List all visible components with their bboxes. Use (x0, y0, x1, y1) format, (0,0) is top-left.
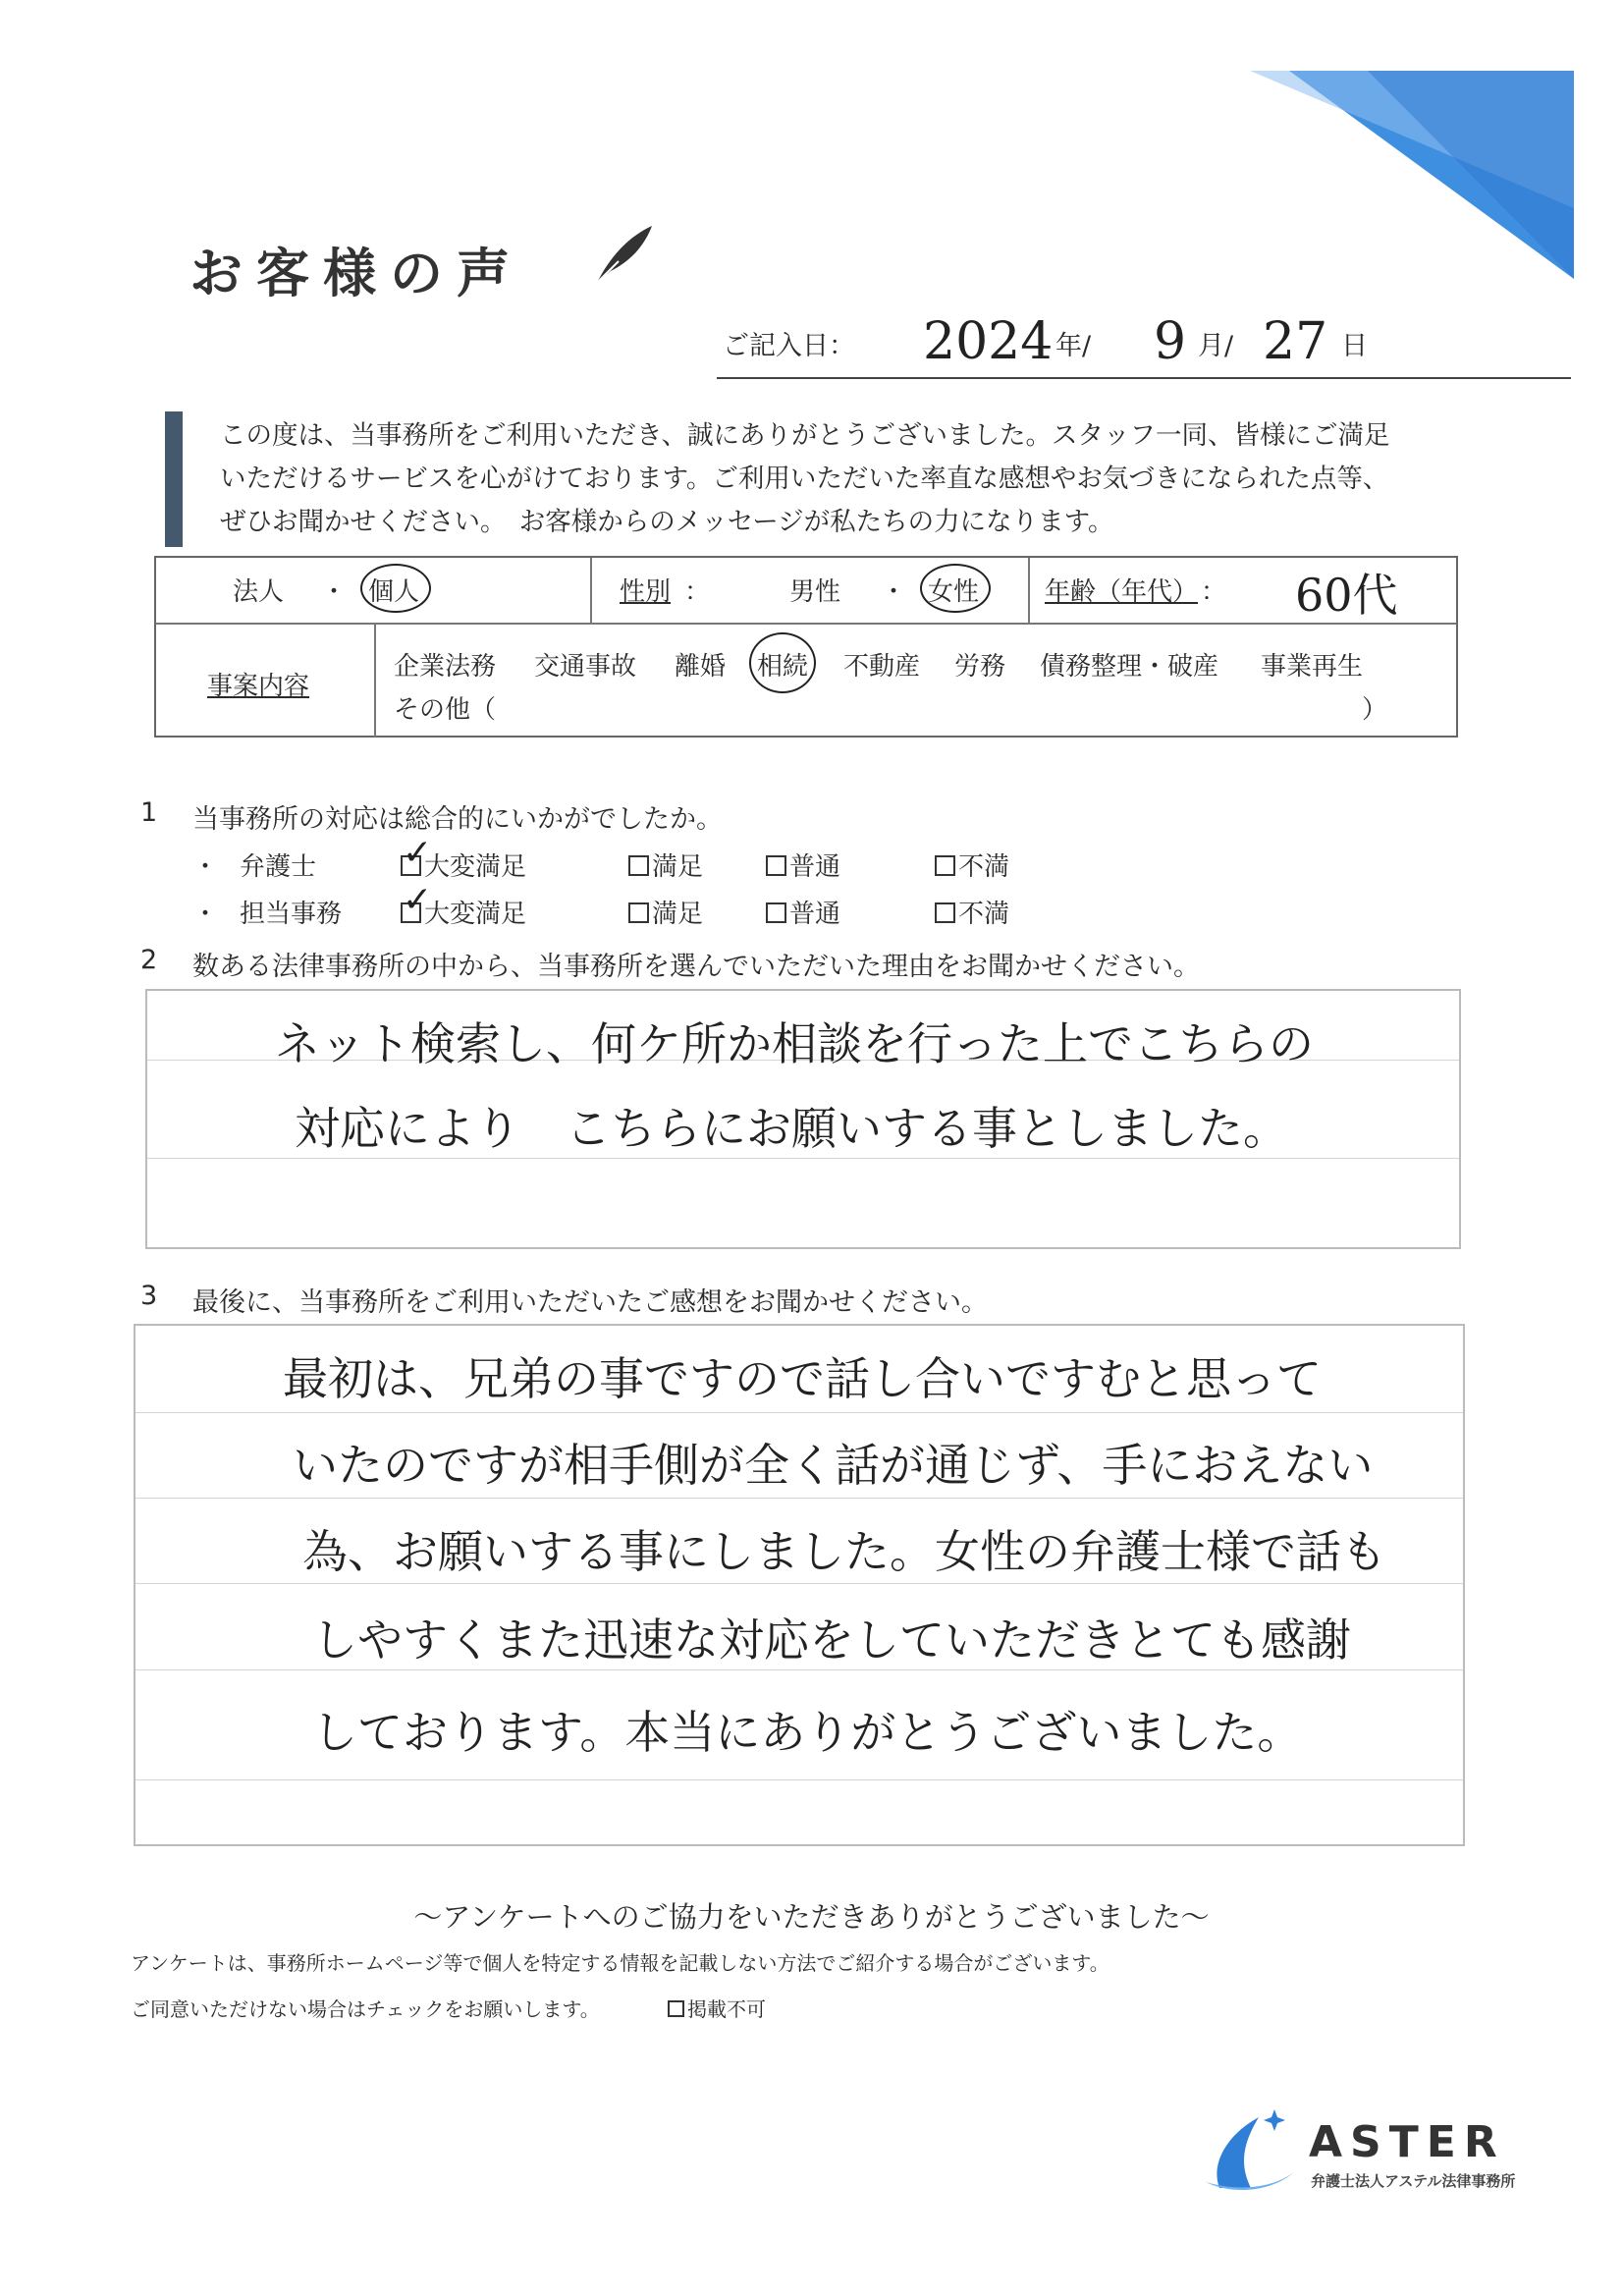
q2-answer-box[interactable] (145, 989, 1461, 1249)
other-option[interactable]: その他（ (394, 695, 497, 725)
intro-line: この度は、当事務所をご利用いただき、誠にありがとうございました。スタッフ一同、皆様にご満足 (220, 420, 1390, 451)
option-satisfied[interactable]: 満足 (628, 894, 703, 930)
individual-option[interactable]: 個人 (368, 577, 420, 607)
case-option[interactable]: 相続 (757, 652, 809, 682)
date-day: 27 (1263, 312, 1328, 371)
q3-answer-line: いたのですが相手側が全く話が通じず、手におえない (293, 1439, 1374, 1492)
q2-answer-line: 対応により こちらにお願いする事としました。 (295, 1102, 1288, 1155)
bullet: ・ (192, 852, 219, 882)
separator-dot: ・ (321, 577, 348, 607)
corner-decoration (1250, 71, 1574, 279)
option-satisfied[interactable]: 満足 (628, 847, 703, 883)
intro-line: いただけるサービスを心がけております。ご利用いただいた率直な感想やお気づきになられた点等、 (220, 464, 1389, 494)
q3-answer-line: しております。本当にありがとうございました。 (312, 1706, 1303, 1759)
q2-text: 数ある法律事務所の中から、当事務所を選んでいただいた理由をお聞かせください。 (192, 952, 1200, 982)
q3-number: 3 (140, 1281, 158, 1311)
q1-number: 1 (140, 797, 158, 828)
female-option[interactable]: 女性 (928, 577, 980, 607)
q3-answer-box[interactable] (134, 1324, 1465, 1846)
case-option[interactable]: 労務 (954, 652, 1006, 682)
case-option[interactable]: 債務整理・破産 (1040, 652, 1219, 682)
q2-answer-line: ネット検索し、何ケ所か相談を行った上でこちらの (275, 1017, 1314, 1070)
entry-date (717, 312, 1571, 379)
option-very-satisfied[interactable]: 大変満足 (401, 894, 526, 930)
q1-row-label: 弁護士 (240, 852, 317, 882)
feather-icon (589, 220, 658, 289)
date-label: ご記入日： (723, 331, 855, 361)
date-month: 9 (1154, 312, 1187, 371)
intro-line: ぜひお聞かせください。 お客様からのメッセージが私たちの力になります。 (220, 507, 1114, 537)
age-label: 年齢（年代） (1045, 577, 1199, 607)
q1-row-staff (192, 880, 1174, 929)
gender-colon: ： (684, 577, 711, 607)
q3-answer-line: 最初は、兄弟の事ですので話し合いですむと思って (283, 1352, 1322, 1405)
q3-answer-line: しやすくまた迅速な対応をしていただきとても感謝 (312, 1613, 1351, 1667)
publication-note: アンケートは、事務所ホームページ等で個人を特定する情報を記載しない方法でご紹介する場合がございます。 (131, 1951, 1109, 1975)
case-label: 事案内容 (207, 672, 310, 701)
intro-accent-bar (165, 411, 183, 547)
case-option[interactable]: 交通事故 (534, 652, 637, 682)
q1-row-label: 担当事務 (240, 900, 343, 929)
logo-subtitle: 弁護士法人アステル法律事務所 (1311, 2172, 1516, 2190)
check-mark: ✓ (403, 833, 433, 873)
consent-note: ご同意いただけない場合はチェックをお願いします。 (131, 1997, 600, 2021)
aster-logo-icon (1200, 2104, 1298, 2198)
option-normal[interactable]: 普通 (766, 847, 840, 883)
q2-number: 2 (140, 945, 158, 975)
no-publish-checkbox[interactable]: 掲載不可 (668, 1994, 766, 2022)
table-divider (156, 623, 1456, 625)
q1-row-lawyer (192, 833, 1174, 882)
age-colon: ： (1201, 577, 1227, 607)
q3-answer-line: 為、お願いする事にしました。女性の弁護士様で話も (302, 1525, 1386, 1578)
option-very-satisfied[interactable]: 大変満足 (401, 847, 526, 883)
option-normal[interactable]: 普通 (766, 894, 840, 930)
date-year: 2024 (923, 312, 1054, 371)
case-option[interactable]: 不動産 (843, 652, 921, 682)
table-divider (590, 558, 592, 623)
bullet: ・ (192, 900, 219, 929)
separator-dot: ・ (881, 577, 907, 607)
intro-text (220, 414, 1496, 544)
case-option[interactable]: 離婚 (675, 652, 727, 682)
selection-circle (920, 564, 991, 613)
selection-circle (749, 632, 816, 693)
q3-text: 最後に、当事務所をご利用いただいたご感想をお聞かせください。 (192, 1287, 988, 1318)
selection-circle (360, 564, 431, 613)
date-month-unit: 月/ (1198, 331, 1234, 361)
thanks-message: 〜アンケートへのご協力をいただきありがとうございました〜 (413, 1900, 1210, 1934)
other-close: ） (1362, 695, 1388, 725)
option-unsatisfied[interactable]: 不満 (935, 847, 1009, 883)
table-divider (1028, 558, 1030, 623)
table-divider (374, 623, 376, 738)
case-option[interactable]: 事業再生 (1261, 652, 1364, 682)
date-year-unit: 年/ (1055, 331, 1092, 361)
corporation-option[interactable]: 法人 (233, 577, 285, 607)
q1-text: 当事務所の対応は総合的にいかがでしたか。 (192, 804, 723, 835)
page-title: お客様の声 (189, 243, 523, 304)
check-mark: ✓ (403, 880, 433, 920)
age-value: 60代 (1295, 569, 1398, 622)
logo-name: ASTER (1309, 2117, 1505, 2167)
profile-table (154, 556, 1458, 738)
case-option[interactable]: 企業法務 (394, 652, 497, 682)
gender-label: 性別 (620, 577, 672, 607)
option-unsatisfied[interactable]: 不満 (935, 894, 1009, 930)
male-option[interactable]: 男性 (789, 577, 841, 607)
date-day-unit: 日 (1341, 331, 1368, 361)
